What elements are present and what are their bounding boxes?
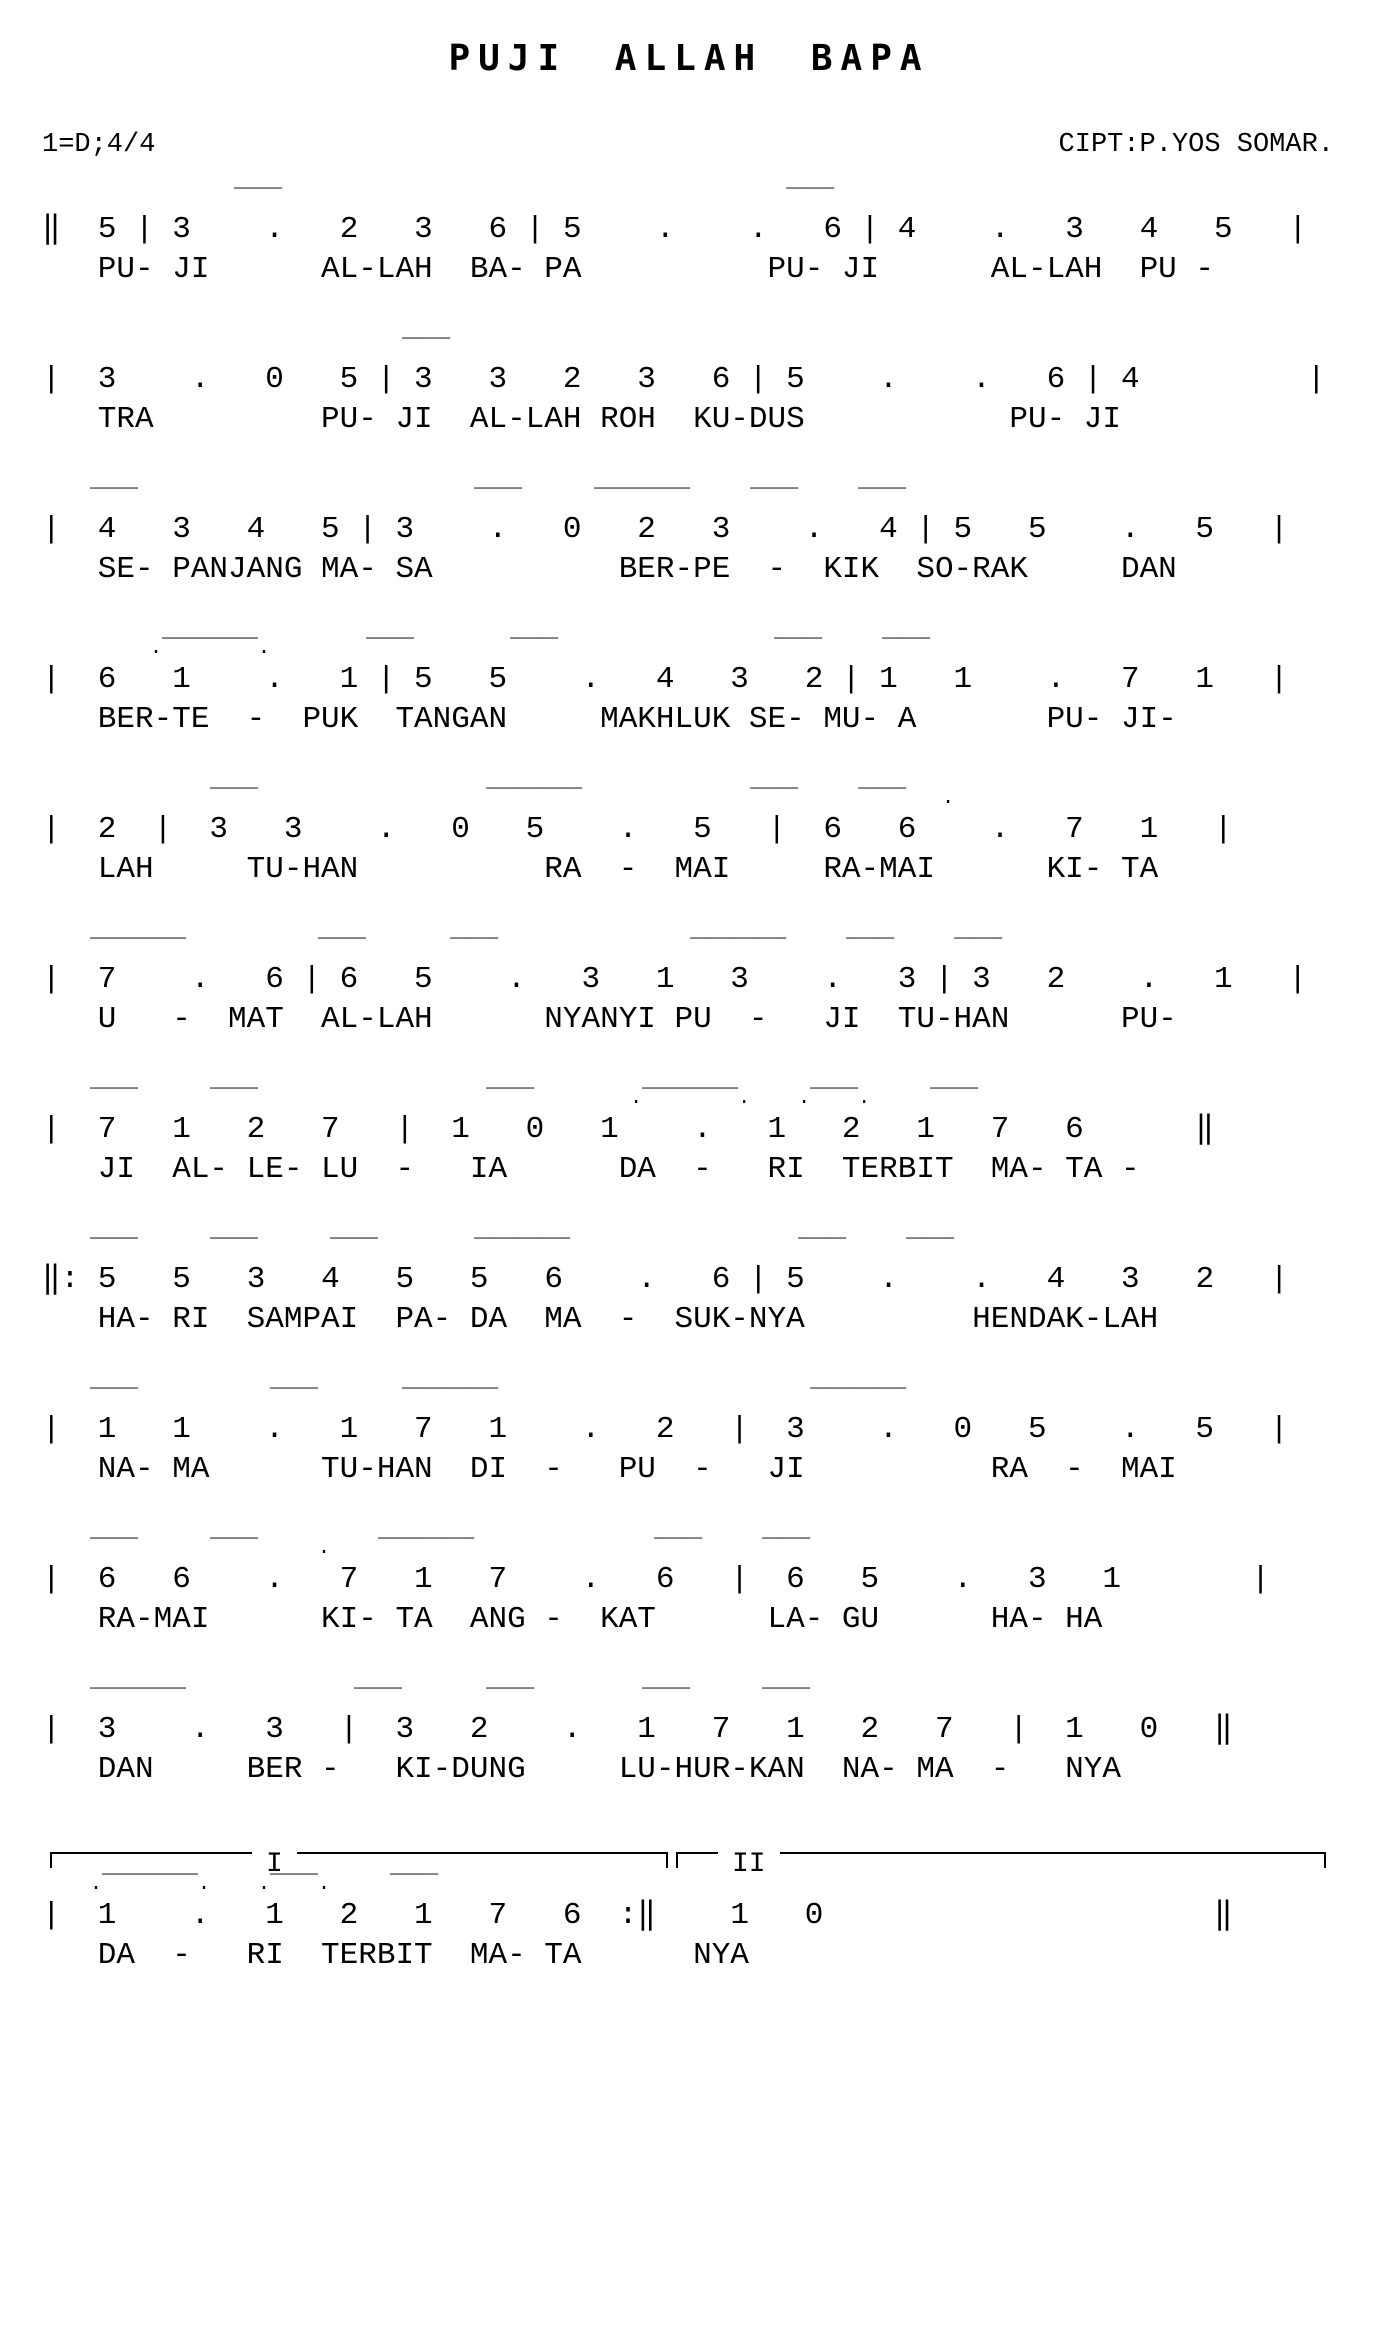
notes-row: | 7 1 2 7 | 1 0 1 . 1 2 1 7 6 ‖	[42, 1112, 1215, 1147]
lyrics-row: DA - RI TERBIT MA- TA NYA	[42, 1938, 749, 1973]
lyrics-row: LAH TU-HAN RA - MAI RA-MAI KI- TA	[42, 852, 1159, 887]
notes-row: | 1 . 1 2 1 7 6 :‖ 1 0 ‖	[42, 1898, 1233, 1933]
lyrics-row: HA- RI SAMPAI PA- DA MA - SUK-NYA HENDAK-LAH	[42, 1302, 1159, 1337]
beam-row: ‾‾‾‾	[42, 337, 451, 360]
score-system-1	[42, 188, 1342, 290]
notes-row: | 6 1 . 1 | 5 5 . 4 3 2 | 1 1 . 7 1 |	[42, 662, 1289, 697]
score-system-6	[42, 938, 1342, 1040]
beam-row: ‾‾‾‾ ‾‾‾‾	[42, 187, 835, 210]
second-ending-label: II	[718, 1850, 780, 1880]
score	[42, 188, 1342, 2024]
lyrics-row: BER-TE - PUK TANGAN MAKHLUK SE- MU- A PU- JI-	[42, 702, 1177, 737]
beam-row: ‾‾‾‾ ‾‾‾‾ ‾‾‾‾ .‾‾‾‾‾‾‾‾. .‾‾‾‾. ‾‾‾‾	[42, 1087, 979, 1110]
second-ending-bracket	[676, 1849, 1326, 1880]
lyrics-row: RA-MAI KI- TA ANG - KAT LA- GU HA- HA	[42, 1602, 1103, 1637]
key-signature: 1=D;4/4	[42, 130, 156, 160]
score-system-endings	[42, 1874, 1342, 1976]
notes-row: | 4 3 4 5 | 3 . 0 2 3 . 4 | 5 5 . 5 |	[42, 512, 1289, 547]
beam-row: .‾‾‾‾‾‾‾‾. .‾‾‾‾. ‾‾‾‾	[42, 1873, 439, 1896]
notes-row: | 3 . 3 | 3 2 . 1 7 1 2 7 | 1 0 ‖	[42, 1712, 1233, 1747]
lyrics-row: TRA PU- JI AL-LAH ROH KU-DUS PU- JI	[42, 402, 1121, 437]
beam-row: ‾‾‾‾‾‾‾‾ ‾‾‾‾ ‾‾‾‾ ‾‾‾‾ ‾‾‾‾	[42, 1687, 811, 1710]
composer-credit: CIPT:P.YOS SOMAR.	[1058, 130, 1334, 160]
beam-row: ‾‾‾‾‾‾‾‾ ‾‾‾‾ ‾‾‾‾ ‾‾‾‾‾‾‾‾ ‾‾‾‾ ‾‾‾‾	[42, 937, 1003, 960]
notes-row: | 1 1 . 1 7 1 . 2 | 3 . 0 5 . 5 |	[42, 1412, 1289, 1447]
lyrics-row: NA- MA TU-HAN DI - PU - JI RA - MAI	[42, 1452, 1177, 1487]
notes-row: | 7 . 6 | 6 5 . 3 1 3 . 3 | 3 2 . 1 |	[42, 962, 1308, 997]
lyrics-row: PU- JI AL-LAH BA- PA PU- JI AL-LAH PU -	[42, 252, 1214, 287]
lyrics-row: SE- PANJANG MA- SA BER-PE - KIK SO-RAK DAN	[42, 552, 1177, 587]
beam-row: ‾‾‾‾ ‾‾‾‾‾‾‾‾ ‾‾‾‾ ‾‾‾‾ .	[42, 787, 955, 810]
ending-brackets	[42, 1838, 1342, 1880]
lyrics-row: U - MAT AL-LAH NYANYI PU - JI TU-HAN PU-	[42, 1002, 1177, 1037]
score-system-2	[42, 338, 1342, 440]
score-system-4	[42, 638, 1342, 740]
score-system-5	[42, 788, 1342, 890]
beam-row: ‾‾‾‾ ‾‾‾‾ ‾‾‾‾ ‾‾‾‾‾‾‾‾ ‾‾‾‾ ‾‾‾‾	[42, 1237, 955, 1260]
lyrics-row: DAN BER - KI-DUNG LU-HUR-KAN NA- MA - NYA	[42, 1752, 1121, 1787]
lyrics-row: JI AL- LE- LU - IA DA - RI TERBIT MA- TA -	[42, 1152, 1140, 1187]
score-system-8	[42, 1238, 1342, 1340]
first-ending-bracket	[50, 1849, 668, 1880]
score-system-10	[42, 1538, 1342, 1640]
song-title: PUJI ALLAH BAPA	[448, 38, 930, 79]
beam-row: ‾‾‾‾ ‾‾‾‾ . ‾‾‾‾‾‾‾‾ ‾‾‾‾ ‾‾‾‾	[42, 1537, 811, 1560]
score-system-11	[42, 1688, 1342, 1790]
notes-row: | 2 | 3 3 . 0 5 . 5 | 6 6 . 7 1 |	[42, 812, 1233, 847]
beam-row: ‾‾‾‾ ‾‾‾‾ ‾‾‾‾‾‾‾‾ ‾‾‾‾ ‾‾‾‾	[42, 487, 907, 510]
first-ending-label: I	[252, 1850, 297, 1880]
notes-row: ‖: 5 5 3 4 5 5 6 . 6 | 5 . . 4 3 2 |	[42, 1262, 1289, 1297]
score-system-3	[42, 488, 1342, 590]
notes-row: | 6 6 . 7 1 7 . 6 | 6 5 . 3 1 |	[42, 1562, 1270, 1597]
score-system-7	[42, 1088, 1342, 1190]
beam-row: ‾‾‾‾ ‾‾‾‾ ‾‾‾‾‾‾‾‾ ‾‾‾‾‾‾‾‾	[42, 1387, 907, 1410]
beam-row: .‾‾‾‾‾‾‾‾. ‾‾‾‾ ‾‾‾‾ ‾‾‾‾ ‾‾‾‾	[42, 637, 931, 660]
notes-row: | 3 . 0 5 | 3 3 2 3 6 | 5 . . 6 | 4 |	[42, 362, 1326, 397]
notes-row: ‖ 5 | 3 . 2 3 6 | 5 . . 6 | 4 . 3 4 5 |	[42, 212, 1308, 247]
score-system-9	[42, 1388, 1342, 1490]
